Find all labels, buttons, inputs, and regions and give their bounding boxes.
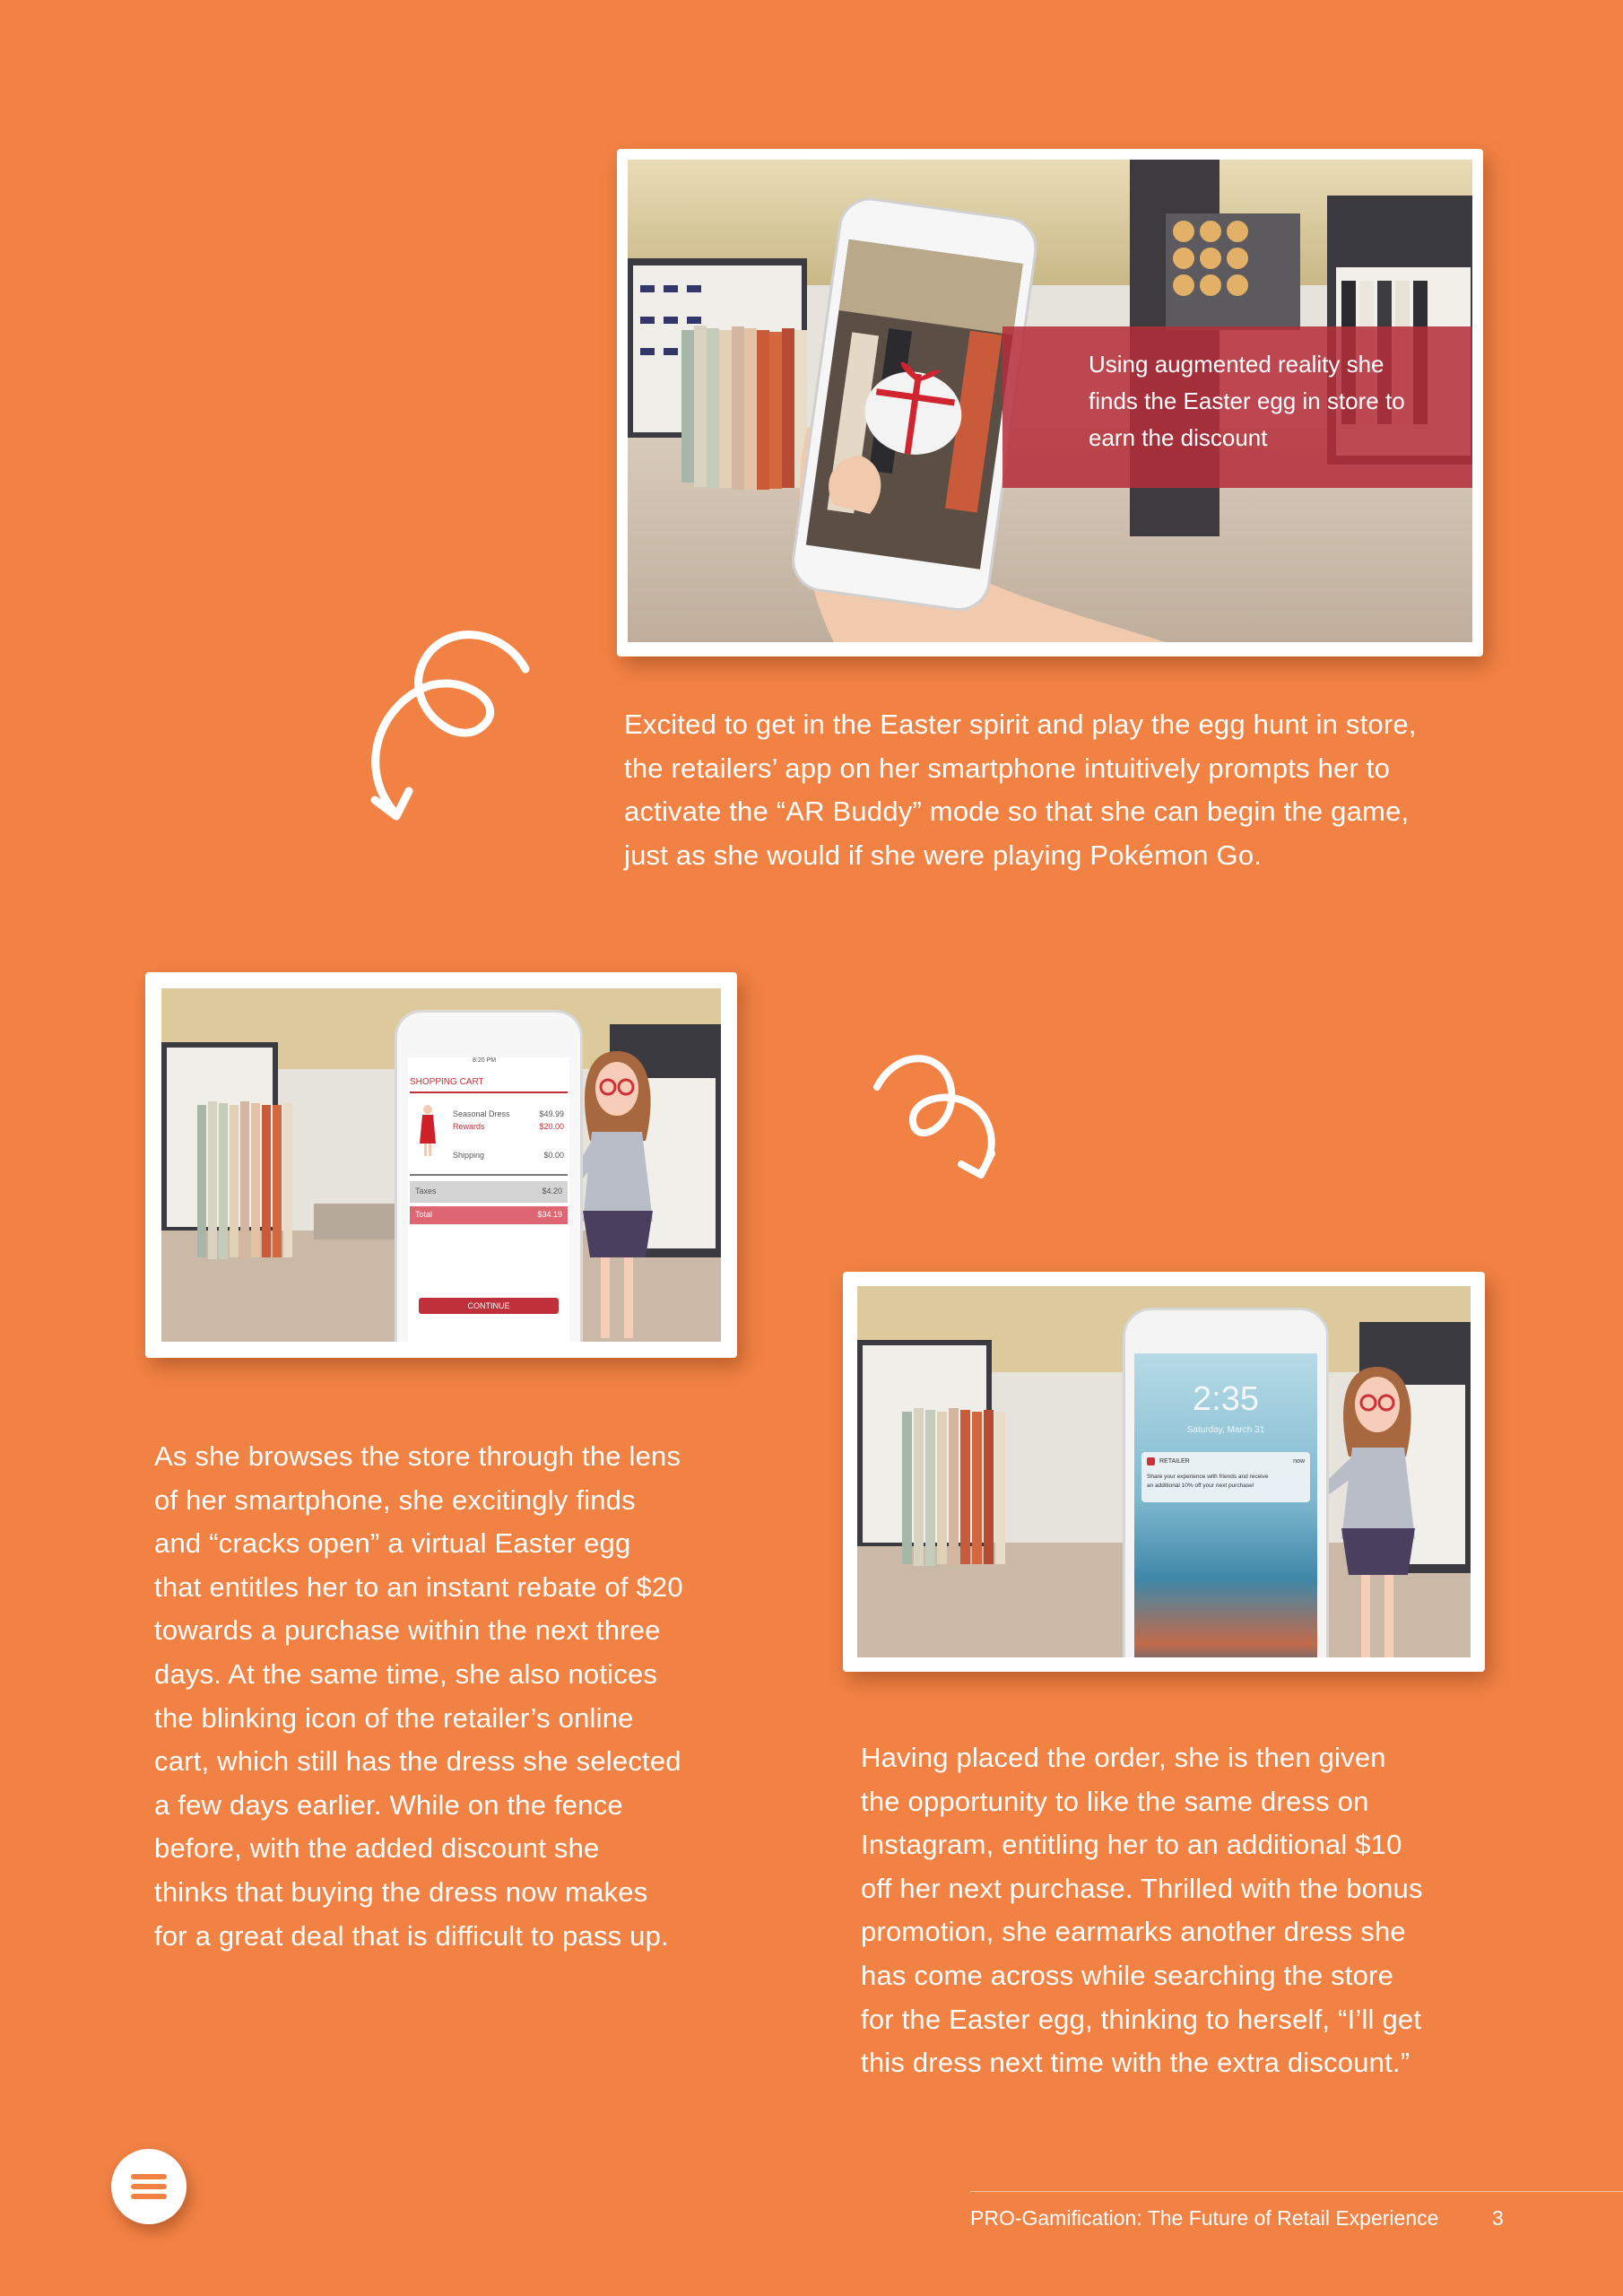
text-line: a few days earlier. While on the fence — [154, 1788, 623, 1821]
text-line: Instagram, entitling her to an additional $10 — [861, 1829, 1402, 1861]
menu-icon — [111, 2149, 187, 2224]
text-line: for a great deal that is difficult to pass up. — [154, 1919, 669, 1952]
text-line: this dress next time with the extra discount.” — [861, 2047, 1410, 2079]
notification-time: now — [1293, 1458, 1305, 1465]
text-line: has come across while searching the store — [861, 1959, 1394, 1991]
paragraph-instagram-bonus — [861, 1736, 1506, 2085]
cart-rewards-value: $20.00 — [539, 1122, 564, 1131]
text-line: promotion, she earmarks another dress she — [861, 1916, 1406, 1948]
text-line: towards a purchase within the next three — [154, 1614, 661, 1647]
ar-caption-overlay — [1002, 326, 1472, 488]
footer-title: PRO-Gamification: The Future of Retail Experience — [970, 2206, 1439, 2230]
cart-rewards-label: Rewards — [453, 1122, 485, 1131]
photo-ar-easter-egg — [617, 149, 1483, 657]
text-line: of her smartphone, she excitingly finds — [154, 1483, 636, 1516]
caption-line: Using augmented reality she — [1089, 351, 1384, 378]
cart-total-value: $34.19 — [537, 1210, 562, 1219]
paragraph-ar-buddy — [624, 703, 1521, 877]
footer-rule — [970, 2191, 1623, 2192]
text-line: the opportunity to like the same dress on — [861, 1785, 1369, 1817]
photo-shopping-cart — [145, 972, 737, 1358]
notification-line: Share your experience with friends and receive — [1147, 1474, 1269, 1480]
phone-lock-screen — [1123, 1308, 1329, 1657]
notification-card[interactable] — [1141, 1452, 1310, 1502]
cart-taxes-value: $4.20 — [542, 1187, 562, 1196]
curly-arrow-icon — [861, 1040, 1022, 1202]
lock-screen-date: Saturday, March 31 — [1186, 1425, 1265, 1435]
ar-caption-text — [1089, 346, 1465, 457]
text-line: activate the “AR Buddy” mode so that she can begin the game, — [624, 796, 1410, 828]
text-line: Having placed the order, she is then given — [861, 1742, 1386, 1773]
text-line: for the Easter egg, thinking to herself, “I’ll get — [861, 2003, 1422, 2035]
curly-arrow-icon — [350, 617, 547, 832]
retailer-app-icon — [1147, 1457, 1155, 1465]
caption-line: finds the Easter egg in store to — [1089, 387, 1405, 414]
dress-thumbnail — [419, 1104, 437, 1158]
cart-taxes-label: Taxes — [415, 1187, 437, 1196]
cart-item-name: Seasonal Dress — [453, 1109, 510, 1118]
page-number: 3 — [1492, 2206, 1504, 2230]
photo-notification — [843, 1272, 1485, 1672]
text-line: the blinking icon of the retailer’s online — [154, 1701, 634, 1734]
phone-cart — [395, 1010, 583, 1342]
text-line: off her next purchase. Thrilled with the bonus — [861, 1872, 1423, 1904]
text-line: cart, which still has the dress she selected — [154, 1745, 681, 1778]
lock-screen-time: 2:35 — [1193, 1380, 1259, 1418]
text-line: Excited to get in the Easter spirit and play the egg hunt in store, — [624, 709, 1417, 740]
text-line: the retailers’ app on her smartphone intuitively prompts her to — [624, 752, 1391, 784]
phone-status-time: 8:20 PM — [473, 1057, 497, 1064]
cart-total-row — [410, 1206, 568, 1224]
caption-line: earn the discount — [1089, 424, 1268, 451]
text-line: that entitles her to an instant rebate of $20 — [154, 1570, 683, 1603]
notification-app-name: RETAILER — [1159, 1458, 1190, 1465]
text-line: thinks that buying the dress now makes — [154, 1875, 648, 1908]
cart-continue-button[interactable]: CONTINUE — [419, 1298, 559, 1314]
cart-taxes-row — [410, 1181, 568, 1203]
cart-title: SHOPPING CART — [410, 1077, 484, 1087]
text-line: before, with the added discount she — [154, 1832, 600, 1865]
menu-button[interactable] — [111, 2149, 187, 2224]
paragraph-virtual-egg — [154, 1435, 782, 1958]
cart-shipping-value: $0.00 — [543, 1151, 564, 1160]
text-line: and “cracks open” a virtual Easter egg — [154, 1527, 631, 1560]
cart-shipping-label: Shipping — [453, 1151, 485, 1160]
cart-total-label: Total — [415, 1210, 433, 1219]
text-line: days. At the same time, she also notices — [154, 1657, 658, 1690]
text-line: As she browses the store through the lens — [154, 1440, 681, 1472]
notification-line: an additional 10% off your next purchase! — [1147, 1483, 1254, 1489]
text-line: just as she would if she were playing Pokémon Go. — [624, 839, 1263, 871]
cart-item-price: $49.99 — [539, 1109, 564, 1118]
